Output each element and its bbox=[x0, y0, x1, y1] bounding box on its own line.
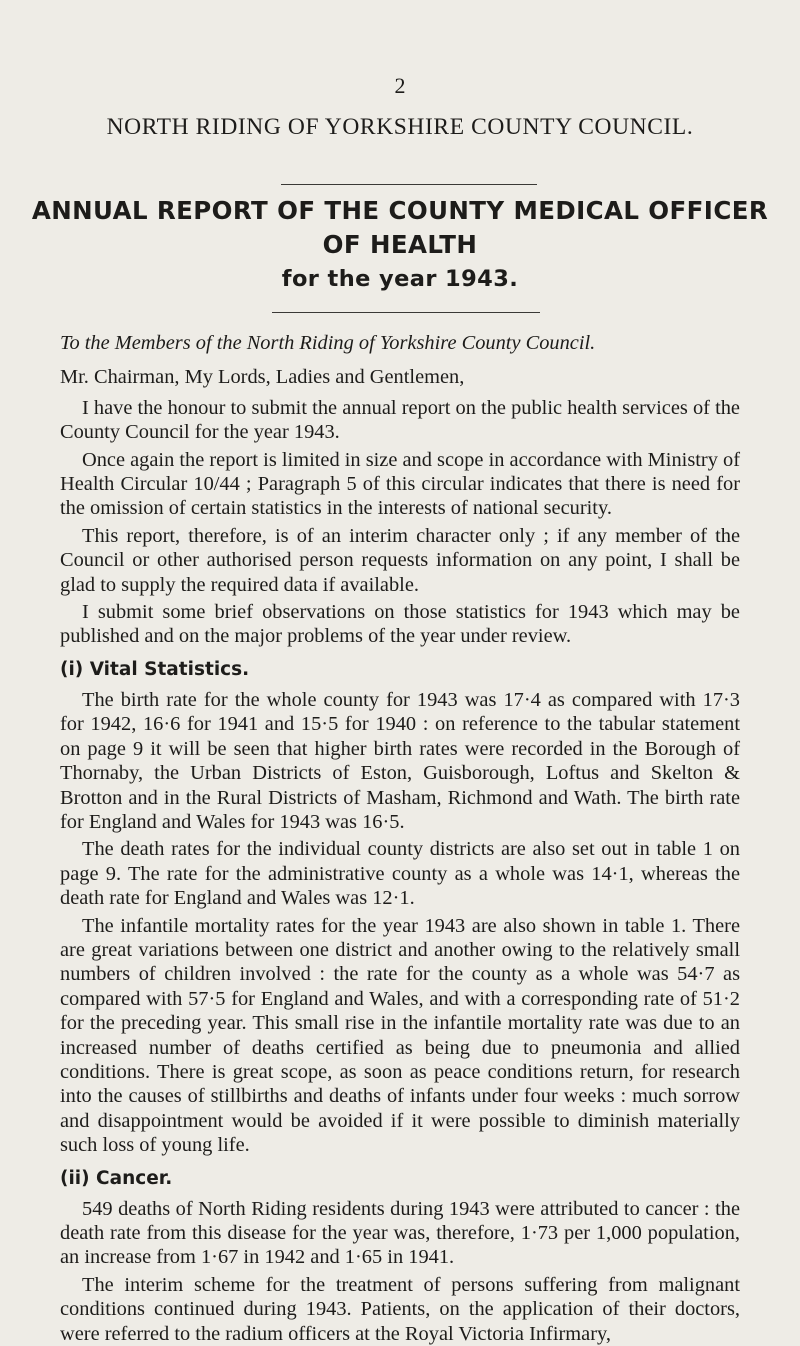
section-paragraph: The death rates for the individual county districts are also set out in table 1 on page 9. The rate for the administrative county as a whole was 14·1, whereas the death rate for England and Wales was 12·1. bbox=[60, 838, 740, 910]
intro-paragraph: This report, therefore, is of an interim character only ; if any member of the Council or other authorised person requests information on any point, I shall be glad to supply the required data if available. bbox=[60, 524, 740, 596]
section-paragraph: The birth rate for the whole county for 1943 was 17·4 as compared with 17·3 for 1942, 16·6 for 1941 and 15·5 for 1940 : on reference to the tabular statement on page 9 it will be seen that higher birth rates were recorded in the Borough of Thornaby, the Urban Districts of Eston, Guisborough, Loftus and Skelton & Brotton and in the Rural Districts of Masham, Richmond and Wath. The birth rate for England and Wales for 1943 was 16·5. bbox=[60, 688, 740, 833]
bottom-divider bbox=[272, 312, 540, 313]
report-title-year: for the year 1943. bbox=[281, 266, 519, 292]
section-paragraph: 549 deaths of North Riding residents during 1943 were attributed to cancer : the death rate from this disease for the year was, therefore, 1·73 per 1,000 population, an increase from 1·67 in 1942 and 1·65 in 1941. bbox=[60, 1197, 740, 1269]
salutation: Mr. Chairman, My Lords, Ladies and Gentlemen, bbox=[60, 366, 465, 389]
page-number: 2 bbox=[394, 73, 406, 98]
intro-paragraph: I submit some brief observations on those statistics for 1943 which may be published and on the major problems of the year under review. bbox=[60, 601, 740, 648]
report-body bbox=[60, 331, 740, 1346]
report-title-line-1: ANNUAL REPORT OF THE COUNTY MEDICAL OFFICER bbox=[31, 196, 769, 225]
section-heading-cancer: (ii) Cancer. bbox=[60, 1167, 173, 1189]
council-heading: NORTH RIDING OF YORKSHIRE COUNTY COUNCIL. bbox=[106, 114, 694, 140]
top-divider bbox=[281, 184, 537, 185]
report-title-line-2: OF HEALTH bbox=[322, 230, 478, 259]
section-paragraph: The interim scheme for the treatment of persons suffering from malignant conditions continued during 1943. Patients, on the application of their doctors, were referred to the radium officers at the Royal Victoria Infirmary, bbox=[60, 1273, 740, 1345]
section-heading-vital-statistics: (i) Vital Statistics. bbox=[60, 658, 250, 680]
intro-paragraph: I have the honour to submit the annual report on the public health services of the County Council for the year 1943. bbox=[60, 396, 740, 444]
section-paragraph: The infantile mortality rates for the year 1943 are also shown in table 1. There are great variations between one district and another owing to the relatively small numbers of children involved : the rate for the county as a whole was 54·7 as compared with 57·5 for England and Wales, and with a corresponding rate of 51·2 for the preceding year. This small rise in the infantile mortality rate was due to an increased number of deaths certified as being due to pneumonia and allied conditions. There is great scope, as soon as peace conditions return, for research into the causes of stillbirths and deaths of infants under four weeks : much sorrow and disappointment would be avoided if it were possible to diminish materially such loss of young life. bbox=[60, 914, 740, 1157]
intro-paragraph: Once again the report is limited in size and scope in accordance with Ministry of Health Circular 10/44 ; Paragraph 5 of this circular indicates that there is need for the omission of certain statistics in the interests of national security. bbox=[60, 448, 740, 520]
report-title bbox=[0, 194, 800, 296]
addressee: To the Members of the North Riding of Yorkshire County Council. bbox=[60, 332, 596, 354]
